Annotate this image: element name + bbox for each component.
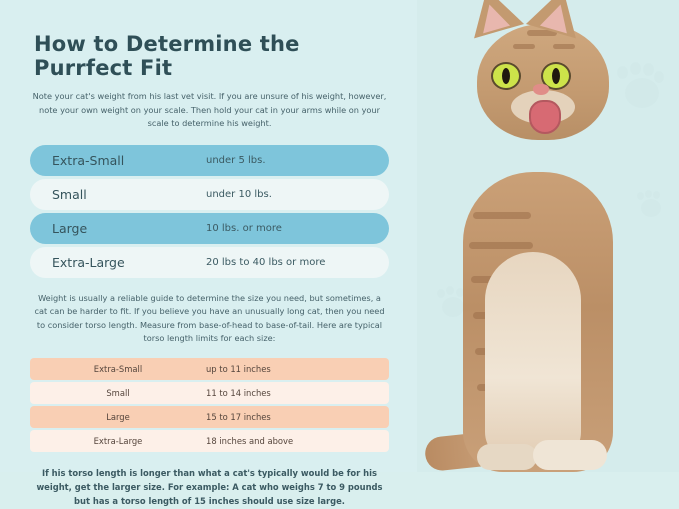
torso-size-label: Small (106, 387, 130, 398)
table-row (30, 358, 389, 380)
intro-paragraph: Note your cat's weight from his last vet visit. If you are unsure of his weight, however, note your own weight on your scale. Then hold your cat in your arms while on your scale to determine his weight. (32, 91, 387, 129)
page-title: How to Determine the Purrfect Fit (34, 32, 300, 80)
torso-length-table (30, 358, 389, 452)
weight-size-label: Extra-Small (52, 152, 125, 168)
torso-size-value: up to 11 inches (206, 363, 271, 374)
weight-size-label: Large (52, 220, 88, 236)
table-row (30, 247, 389, 278)
cat-nose (533, 84, 549, 95)
weight-size-value: under 5 lbs. (206, 154, 266, 166)
torso-size-label: Large (106, 411, 130, 422)
weight-size-table (30, 145, 389, 278)
table-row (30, 145, 389, 176)
weight-size-label: Small (52, 186, 87, 202)
cat-chest (485, 252, 581, 462)
table-row (30, 430, 389, 452)
torso-size-value: 11 to 14 inches (206, 387, 271, 398)
cat-mouth (529, 100, 561, 134)
table-row (30, 179, 389, 210)
cat-paw (477, 444, 537, 470)
torso-size-label: Extra-Small (93, 363, 143, 374)
weight-size-value: 10 lbs. or more (206, 222, 282, 234)
table-row (30, 406, 389, 428)
torso-size-value: 15 to 17 inches (206, 411, 271, 422)
footer-note: If his torso length is longer than what a cat's typically would be for his weight, get the larger size. For example: A cat who weighs 7 to 9 pounds but has a torso length of 15 inches should use size large. (36, 467, 383, 507)
table-row (30, 213, 389, 244)
cat-paw (533, 440, 607, 470)
weight-size-value: 20 lbs to 40 lbs or more (206, 256, 326, 268)
cat-photo (417, 0, 679, 472)
cat-illustration (425, 10, 675, 472)
cat-eye (491, 62, 521, 90)
torso-size-label: Extra-Large (93, 435, 143, 446)
table-row (30, 382, 389, 404)
weight-size-value: under 10 lbs. (206, 188, 272, 200)
torso-note-paragraph: Weight is usually a reliable guide to determine the size you need, but sometimes, a cat can be harder to fit. If you believe you have an unusually long cat, then you need to consider torso length. Measure from base-of-head to base-of-tail. Here are typical torso length limits for each size: (34, 292, 385, 344)
torso-size-value: 18 inches and above (206, 435, 294, 446)
weight-size-label: Extra-Large (52, 254, 125, 270)
